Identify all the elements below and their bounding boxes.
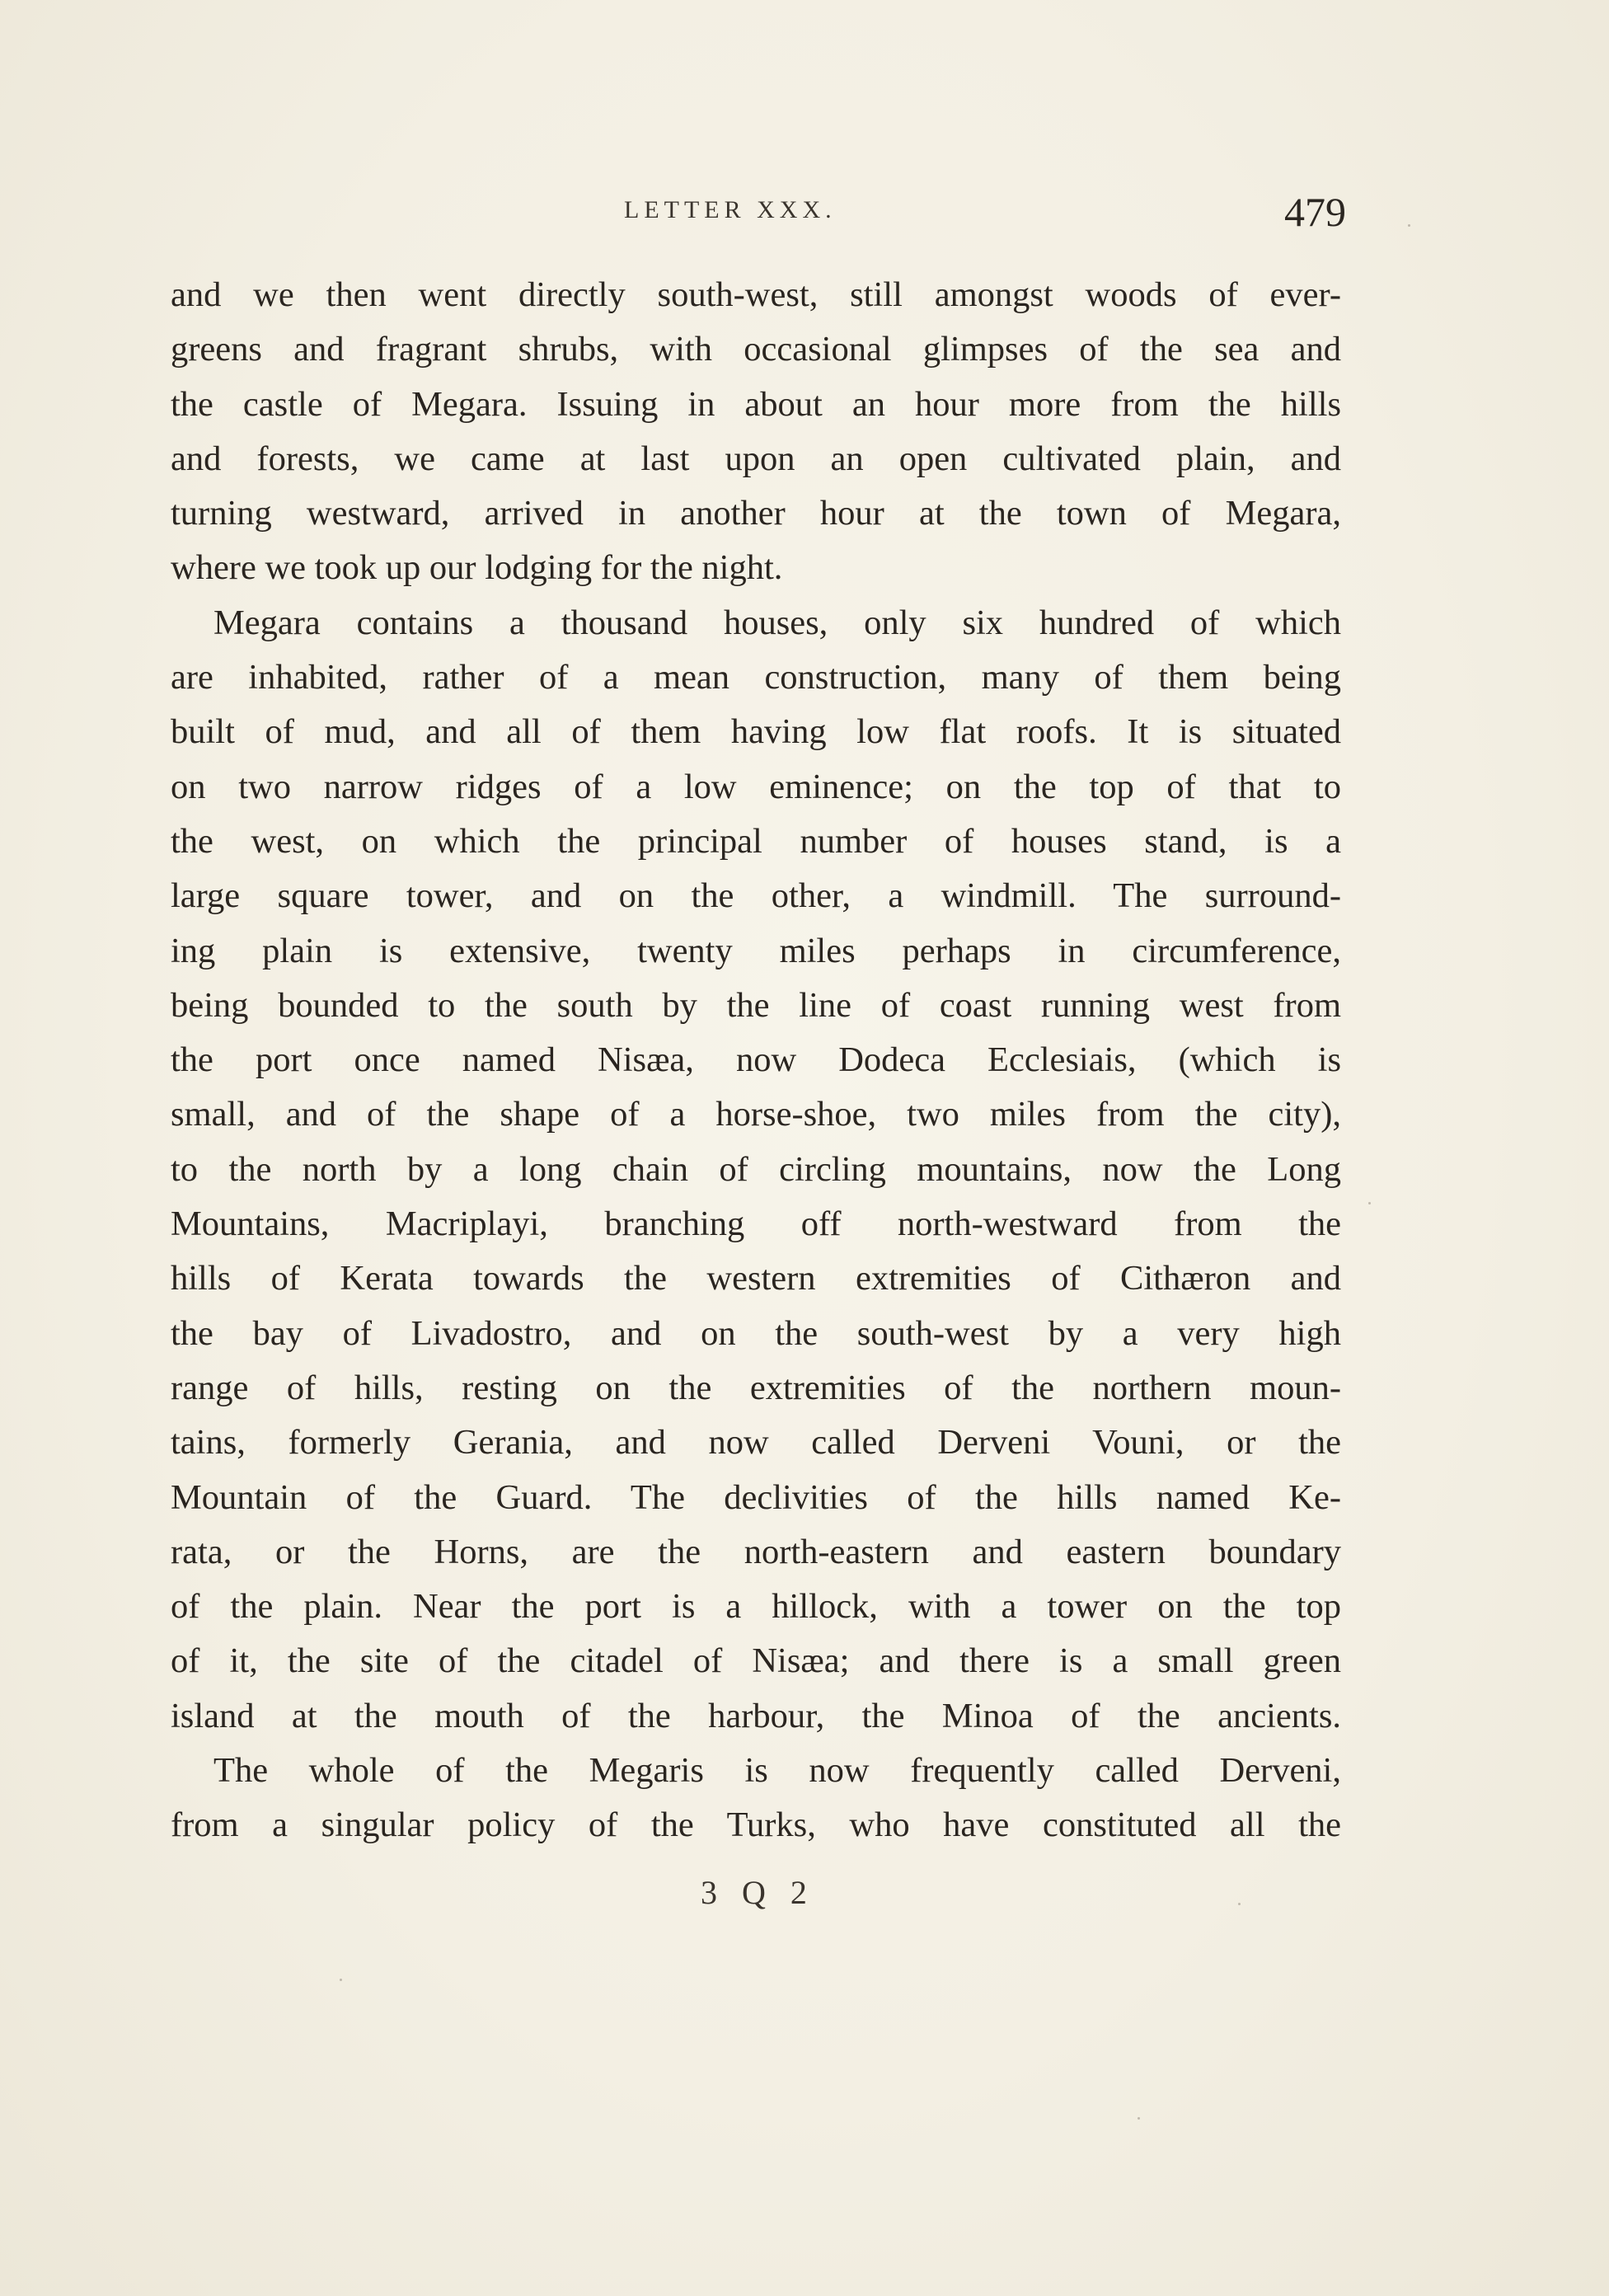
text-line: range of hills, resting on the extremities of the northern moun- (171, 1368, 1341, 1407)
text-line: are inhabited, rather of a mean construction, many of them being (171, 658, 1341, 697)
text-line: The whole of the Megaris is now frequently called Derveni, (213, 1751, 1341, 1791)
paper-speck (340, 1979, 342, 1981)
text-line: and forests, we came at last upon an open cultivated plain, and (171, 439, 1341, 478)
body-text (171, 268, 1341, 1853)
text-line: of the plain. Near the port is a hillock, with a tower on the top (171, 1587, 1341, 1627)
text-line: the west, on which the principal number of houses stand, is a (171, 821, 1341, 861)
paper-speck (1138, 2117, 1140, 2120)
text-line: Mountain of the Guard. The declivities of the hills named Ke- (171, 1477, 1341, 1517)
text-line: of it, the site of the citadel of Nisæa; and there is a small green (171, 1641, 1341, 1681)
page-number: 479 (1284, 189, 1346, 235)
text-line: the castle of Megara. Issuing in about an hour more from the hills (171, 384, 1341, 424)
text-line: turning westward, arrived in another hour at the town of Megara, (171, 494, 1341, 533)
text-line: built of mud, and all of them having low flat roofs. It is situated (171, 712, 1341, 752)
text-line: from a singular policy of the Turks, who have constituted all the (171, 1805, 1341, 1845)
text-line: Megara contains a thousand houses, only six hundred of which (213, 603, 1341, 642)
text-line: the port once named Nisæa, now Dodeca Ecclesiais, (which is (171, 1040, 1341, 1080)
signature-mark: 3 Q 2 (701, 1874, 815, 1911)
text-line: tains, formerly Gerania, and now called Derveni Vouni, or the (171, 1423, 1341, 1463)
text-line: small, and of the shape of a horse-shoe, two miles from the city), (171, 1095, 1341, 1134)
text-line: where we took up our lodging for the night. (171, 548, 783, 588)
running-head: LETTER XXX. (624, 196, 837, 223)
text-line: and we then went directly south-west, still amongst woods of ever- (171, 275, 1341, 314)
text-line: the bay of Livadostro, and on the south-west by a very high (171, 1313, 1341, 1353)
paper-speck (1408, 224, 1410, 227)
text-line: being bounded to the south by the line of coast running west from (171, 985, 1341, 1025)
paper-speck (1368, 1202, 1371, 1204)
text-line: large square tower, and on the other, a windmill. The surround- (171, 876, 1341, 916)
text-line: ing plain is extensive, twenty miles perhaps in circumference, (171, 931, 1341, 970)
text-line: on two narrow ridges of a low eminence; on the top of that to (171, 767, 1341, 806)
text-line: to the north by a long chain of circling mountains, now the Long (171, 1149, 1341, 1189)
text-line: Mountains, Macriplayi, branching off north-westward from the (171, 1204, 1341, 1244)
text-line: island at the mouth of the harbour, the Minoa of the ancients. (171, 1696, 1341, 1735)
text-line: rata, or the Horns, are the north-eastern and eastern boundary (171, 1532, 1341, 1571)
paper-speck (1238, 1903, 1241, 1905)
text-line: hills of Kerata towards the western extremities of Cithæron and (171, 1259, 1341, 1298)
text-line: greens and fragrant shrubs, with occasional glimpses of the sea and (171, 330, 1341, 369)
